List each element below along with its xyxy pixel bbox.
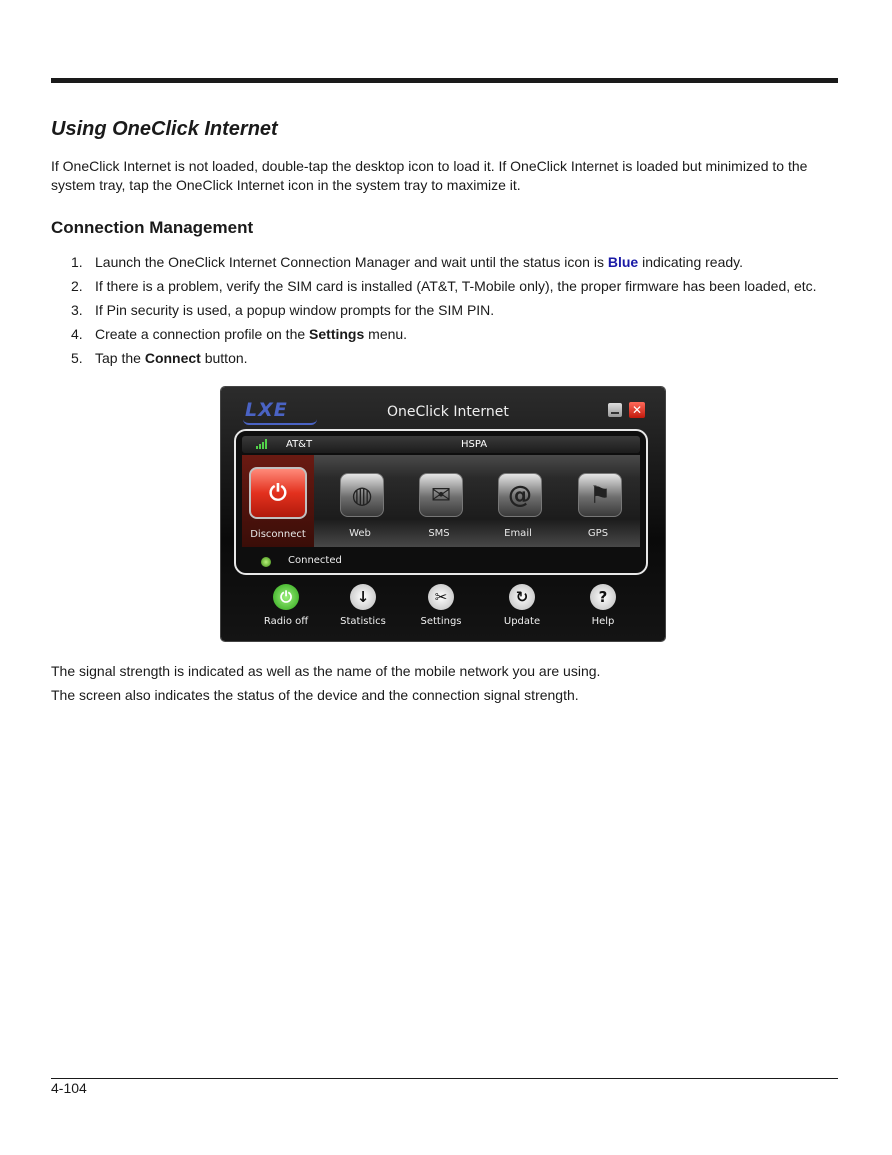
settings-tools-icon: ✂ (428, 584, 454, 610)
page-title: Using OneClick Internet (51, 118, 278, 140)
email-icon: @ (498, 473, 542, 517)
step-emphasis: Connect (144, 350, 201, 366)
step-text: If Pin security is used, a popup window prompts for the SIM PIN. (95, 302, 495, 318)
step-number: 2. (71, 278, 83, 294)
caption-signal: The signal strength is indicated as well as the name of the mobile network you are using. (51, 663, 601, 679)
button-label: Email (504, 528, 532, 539)
button-label: Disconnect (250, 529, 306, 540)
globe-icon: ◍ (340, 473, 384, 517)
button-label: SMS (428, 528, 450, 539)
list-item (51, 349, 851, 373)
disconnect-button[interactable] (242, 455, 314, 547)
step-text: Create a connection profile on the (95, 326, 310, 342)
steps-list (51, 253, 851, 373)
app-title: OneClick Internet (387, 404, 509, 420)
toolbar-label: Settings (420, 616, 462, 627)
button-label: GPS (587, 528, 609, 539)
bottom-toolbar (221, 579, 665, 637)
update-icon: ↻ (509, 584, 535, 610)
step-text: menu. (364, 326, 408, 342)
step-text: Tap the (95, 350, 145, 366)
list-item (51, 277, 851, 301)
button-label: Web (349, 528, 371, 539)
statistics-icon: ↓ (350, 584, 376, 610)
statistics-button[interactable] (323, 584, 403, 627)
page-number: 4-104 (51, 1080, 87, 1096)
connection-status-icon (261, 557, 271, 567)
toolbar-label: Help (591, 616, 615, 627)
radio-off-button[interactable] (246, 584, 326, 627)
gps-flag-icon: ⚑ (578, 473, 622, 517)
step-text: indicating ready. (638, 254, 744, 270)
help-button[interactable] (563, 584, 643, 627)
connection-panel (234, 429, 648, 575)
web-button[interactable] (324, 455, 396, 547)
toolbar-label: Statistics (340, 616, 386, 627)
carrier-name: AT&T (286, 439, 313, 450)
toolbar-label: Update (503, 616, 541, 627)
logo-swoosh (243, 419, 317, 425)
list-item (51, 301, 851, 325)
lxe-logo: LXE (245, 399, 288, 421)
step-emphasis: Blue (607, 254, 639, 270)
power-icon: ⏻ (249, 467, 307, 519)
sms-icon: ✉ (419, 473, 463, 517)
step-number: 1. (71, 254, 83, 270)
gps-button[interactable] (562, 455, 634, 547)
app-button-row (242, 455, 640, 547)
update-button[interactable] (482, 584, 562, 627)
status-bar (242, 436, 640, 453)
minimize-icon[interactable] (608, 403, 622, 417)
toolbar-label: Radio off (263, 616, 309, 627)
list-item (51, 325, 851, 349)
close-icon[interactable]: ✕ (629, 402, 645, 418)
top-rule (51, 78, 838, 83)
step-number: 3. (71, 302, 83, 318)
sms-button[interactable] (403, 455, 475, 547)
help-icon: ? (590, 584, 616, 610)
caption-status: The screen also indicates the status of the device and the connection signal strength. (51, 687, 579, 703)
step-text: Launch the OneClick Internet Connection Manager and wait until the status icon is (95, 254, 608, 270)
bottom-rule (51, 1078, 838, 1079)
signal-strength-icon (256, 439, 267, 449)
email-button[interactable] (482, 455, 554, 547)
oneclick-app-window (221, 387, 665, 641)
step-text: If there is a problem, verify the SIM card is installed (AT&T, T-Mobile only), the proper firmware has been loaded, etc. (95, 278, 817, 294)
connection-status-text: Connected (288, 555, 342, 566)
step-number: 4. (71, 326, 83, 342)
list-item (51, 253, 851, 277)
intro-paragraph: If OneClick Internet is not loaded, double-tap the desktop icon to load it. If OneClick Internet is loaded but minimized to the system tray, tap the OneClick Internet icon in the system tray to maximize it. (51, 158, 808, 193)
step-emphasis: Settings (309, 326, 365, 342)
settings-button[interactable] (401, 584, 481, 627)
step-text: button. (200, 350, 248, 366)
section-subtitle: Connection Management (51, 218, 254, 237)
step-number: 5. (71, 350, 83, 366)
network-type: HSPA (461, 439, 488, 450)
radio-power-icon: ⏻ (273, 584, 299, 610)
